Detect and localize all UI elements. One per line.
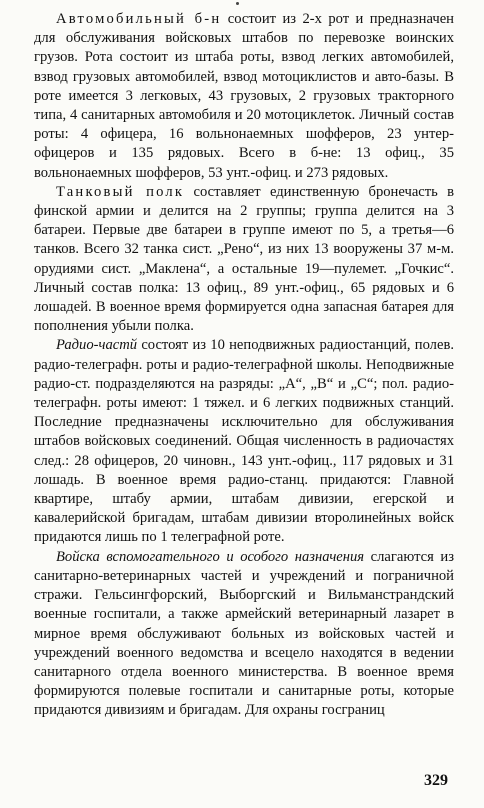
term-auxiliary-troops: Войска вспомогательного и особого назначения (56, 548, 365, 565)
paragraph-text: состоит из 2-х рот и предназначен для обслуживания войсковых штабов по перевозке воинских грузов. Рота состоит из штаба роты, взвод легких автомобилей, взвод грузовых автомобилей, взвод мотоциклистов и авто-базы. В роте имеется 3 легковых, 43 грузовых, 2 грузовых тракторного типа, 4 санитарных автомобиля и 20 мотоциклеток. Личный состав роты: 4 офицера, 16 вольнонаемных шофферов, 23 унтер-офицеров и 135 рядовых. Всего в б-не: 13 офиц., 35 вольнонаемных шофферов, 53 унт.-офиц. и 273 рядовых. (34, 11, 454, 181)
body-text (34, 10, 454, 721)
print-mark (236, 2, 239, 5)
paragraph-radio-units (34, 336, 454, 547)
paragraph-text: составляет единственную бронечасть в финской армии и делится на 2 группы; группа делится на 3 батареи. Первые две батареи в группе имеют по 5, а третья—6 танков. Всего 32 танка сист. „Рено“, из них 13 вооружены 37 м-м. орудиями сист. „Маклена“, а остальные 19—пулемет. „Гочкис“. Личный состав полка: 13 офиц., 89 унт.-офиц., 65 рядовых и 6 лошадей. В военное время формируется одна запасная батарея для пополнения убыли полка. (34, 183, 454, 335)
paragraph-auto-battalion (34, 10, 454, 183)
paragraph-tank-regiment (34, 183, 454, 337)
paragraph-auxiliary-troops (34, 548, 454, 721)
term-auto-battalion: Автомобильный б-н (56, 11, 222, 27)
page-number: 329 (424, 772, 448, 789)
paragraph-text: состоят из 10 неподвижных радиостанций, полев. радио-телеграфн. роты и радио-телеграфной школы. Неподвижные радио-ст. подразделяются на разряды: „А“, „В“ и „С“; пол. радио-телеграфн. роты имеют: 1 тяжел. и 6 легких подвижных станций. Последние предназначены исключительно для обслуживания штабов войсковых соединений. Общая численность в радиочастях след.: 28 офицеров, 20 чиновн., 143 унт.-офиц., 117 рядовых и 31 лошадь. В военное время радио-станц. придаются: Главной квартире, штабу армии, штабам дивизии, егерской и кавалерийской бригадам, штабам дивизии второлинейных войск придаются лишь по 1 телеграфной роте. (34, 337, 454, 546)
term-tank-regiment: Танковый полк (56, 183, 185, 200)
term-radio-units: Радио-частй (56, 337, 138, 354)
paragraph-text: слагаются из санитарно-ветеринарных частей и учреждений и пограничной стражи. Гельсингфорский, Выборгский и Вильманстрандский военные госпитали, а также армейский ветеринарный лазарет в мирное время обслуживают больных из войсковых частей и учреждений военного ведомства и всецело находятся в ведении санитарного отдела военного министерства. В военное время формируются полевые госпитали и санитарные роты, которые придаются дивизиям и бригадам. Для охраны госграниц (34, 548, 454, 719)
